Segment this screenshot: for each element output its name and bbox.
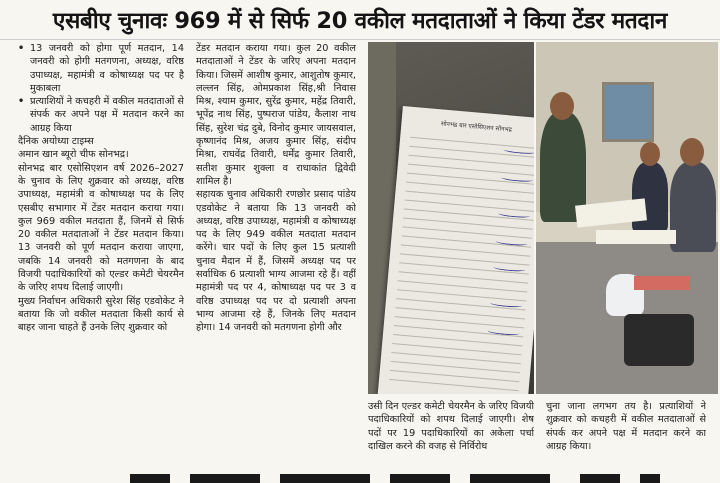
photo-polling-room xyxy=(536,42,718,394)
voter-list-sheet xyxy=(378,106,534,394)
article-paragraph: सहायक चुनाव अधिकारी रणछोर प्रसाद पांडेय एडवोकेट ने बताया कि 13 जनवरी को अध्यक्ष, वरिष्ठ उपाध्यक्ष, महामंत्री व कोषाध्यक्ष पद के लिए 949 वकील मतदाता मतदान करेंगे। चार पदों के लिए कुल 15 प्रत्याशी चुनाव मैदान में हैं, जिसमें अध्यक्ष पद पर सर्वाधिक 6 प्रत्याशी भाग्य आजमा रहे हैं। वहीं महामंत्री पद पर 4, कोषाध्यक्ष पद पर 3 व वरिष्ठ उपाध्यक्ष पद पर दो प्रत्याशी अपना भाग्य आजमा रहे हैं, जिनके लिए मतदान होगा। 14 जनवरी को मतगणना होगी और xyxy=(196,189,356,334)
highlight-bullet-2: • प्रत्याशियों ने कचहरी में वकील मतदाताओं से संपर्क कर अपने पक्ष में मतदान करने का आग्रह किया xyxy=(18,95,184,135)
highlight-bullet-1: • 13 जनवरी को होगा पूर्ण मतदान, 14 जनवरी को होगी मतगणना, अध्यक्ष, वरिष्ठ उपाध्यक्ष, महामंत्री व कोषाध्यक्ष पद पर है मुकाबला xyxy=(18,42,184,95)
article-paragraph: चुना जाना लगभग तय है। प्रत्याशियों ने शुक्रवार को कचहरी में वकील मतदाताओं से संपर्क कर अपने पक्ष में मतदान करने का आग्रह किया। xyxy=(546,401,706,452)
headline: एसबीए चुनावः 969 में से सिर्फ 20 वकील मतदाताओं ने किया टेंडर मतदान xyxy=(0,0,720,40)
person-head xyxy=(680,138,704,166)
photo-voter-list xyxy=(368,42,534,394)
article-column-2 xyxy=(196,42,356,483)
sheet-title: सोनभद्र बार एसोसिएशन सोनभद्र xyxy=(440,120,513,134)
article-paragraph: सोनभद्र बार एसोसिएशन वर्ष 2026–2027 के चुनाव के लिए शुक्रवार को अध्यक्ष, वरिष्ठ उपाध्यक्ष, महामंत्री व कोषाध्यक्ष पद के लिए एसबीए सभागार में टेंडर मतदान कराया गया। कुल 969 वकील मतदाता हैं, जिनमें से सिर्फ 20 वकील मतदाताओं ने टेंडर मतदान किया। 13 जनवरी को पूर्ण मतदान कराया जाएगा, जबकि 14 जनवरी को मतगणना के बाद विजयी पदाधिकारियों को एल्डर कमेटी चेयरमैन के जरिए शपथ दिलाई जाएगी। xyxy=(18,162,184,294)
next-headline-cut xyxy=(0,474,720,483)
person-seated xyxy=(632,162,668,232)
photo-window xyxy=(602,82,654,142)
byline: अमान खान ब्यूरो चीफ सोनभद्र। xyxy=(18,149,129,161)
person-head xyxy=(550,92,574,120)
file-folder xyxy=(634,276,690,290)
article-paragraph: टेंडर मतदान कराया गया। कुल 20 वकील मतदाताओं ने टेंडर के जरिए अपना मतदान किया। जिसमें आशीष कुमार, आशुतोष कुमार, लल्लन सिंह, ओमप्रकाश सिंह,श्री निवास मिश्र, श्याम कुमार, सुरेंद्र कुमार, महेंद्र तिवारी, भूपेंद्र नाथ सिंह, पुष्पराज पांडेय, कैलाश नाथ सिंह, सुरेश चंद्र दुबे, विनोद कुमार जायसवाल, कृष्णानंद मिश्र, अजय कुमार सिंह, संदीप मिश्रा, राघवेंद्र तिवारी, धर्मेंद्र कुमार तिवारी, सतीश कुमार शुक्ला व राधाकांत द्विवेदी शामिल है। xyxy=(196,43,356,187)
article-column-1 xyxy=(18,42,184,483)
person-head xyxy=(640,142,660,166)
article-paragraph: मुख्य निर्वाचन अधिकारी सुरेश सिंह एडवोकेट ने बताया कि जो वकील मतदाता किसी कार्य से बाहर जाना चाहते हैं उनके लिए शुक्रवार को xyxy=(18,295,184,334)
sheet-lines xyxy=(388,129,534,394)
person-seated xyxy=(670,162,716,252)
article-column-4 xyxy=(546,400,706,483)
papers xyxy=(596,230,676,244)
dateline: दैनिक अयोध्या टाइम्स xyxy=(18,136,94,148)
article-column-3 xyxy=(368,400,534,483)
black-bag xyxy=(624,314,694,366)
article-paragraph: उसी दिन एल्डर कमेटी चेयरमैन के जरिए विजयी पदाधिकारियों को शपथ दिलाई जाएगी। शेष पदों पर 19 पदाधिकारियों का अकेला पर्चा दाखिल करने की वजह से निर्विरोध xyxy=(368,401,534,452)
